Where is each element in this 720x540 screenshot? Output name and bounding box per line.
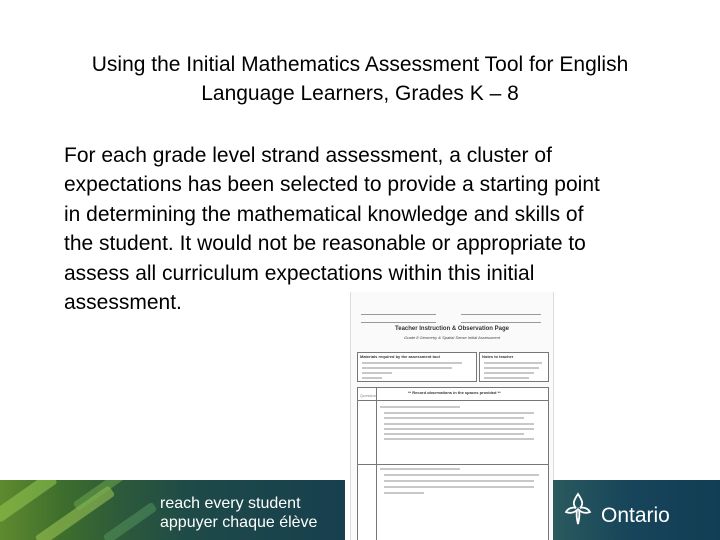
- notes-label: Notes to teacher: [482, 354, 514, 359]
- title-line-1: Using the Initial Mathematics Assessment Tool for English: [91, 53, 629, 76]
- slogan: [160, 494, 317, 532]
- footer-band: [0, 480, 720, 540]
- body-line: in determining the mathematical knowledge and skills of: [64, 202, 584, 226]
- observation-label: ** Record observations in the spaces provided **: [408, 390, 501, 395]
- body-line: For each grade level strand assessment, a cluster of: [64, 144, 552, 167]
- slogan-line-1: reach every student: [160, 495, 301, 512]
- body-line: assessment.: [64, 291, 182, 315]
- document-heading: Teacher Instruction & Observation Page: [395, 326, 509, 332]
- title-line-2: Language Learners, Grades K – 8: [201, 82, 519, 105]
- question-label: Question: [360, 393, 377, 398]
- materials-label: Materials required by the assessment tool: [360, 354, 440, 359]
- leaf-graphic: [73, 480, 128, 511]
- slogan-banner: [0, 480, 345, 540]
- body-line: assess all curriculum expectations within this initial: [64, 261, 535, 285]
- slogan-line-2: appuyer chaque élève: [160, 514, 318, 531]
- ontario-banner: [553, 480, 720, 540]
- leaf-graphic: [103, 502, 158, 540]
- body-line: expectations has been selected to provide a starting point: [64, 173, 600, 197]
- body-line: the student. It would not be reasonable or appropriate to: [64, 232, 586, 256]
- slide-body: [64, 141, 704, 317]
- notes-box: [479, 352, 549, 382]
- leaf-graphic: [0, 480, 58, 523]
- trillium-logo-icon: [563, 490, 593, 528]
- ontario-wordmark: Ontario: [601, 504, 670, 527]
- materials-box: [357, 352, 477, 382]
- document-subheading: Grade 8 Geometry & Spatial Sense Initial Assessment: [404, 335, 500, 340]
- slide-title: [30, 50, 690, 108]
